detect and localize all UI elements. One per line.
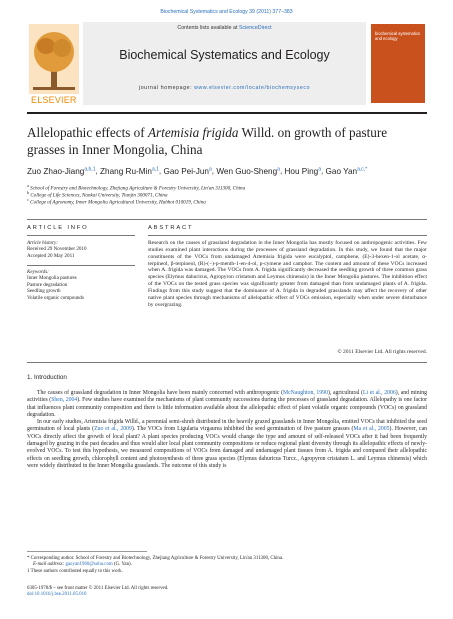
keyword: Pasture degradation bbox=[27, 281, 68, 288]
paragraph: In our early studies, Artemisia frigida Willd., a perennial semi-shrub distributed in the heavily grazed grasslands in Inner Mongolia, emitted VOCs that inhibited the seed germination of local plants (Zuo et al., 2009). The VOCs from Ligularia virgaurea inhibited the seed germination of five pasture grasses (Ma et al., 2005). However, can VOCs directly affect the growth of local plant? A plant species producing VOCs would change the type and amount of self-released VOCs after it had been frequently damaged by grazing in the past decades and thus would alter local plant community compositions or reduce regional plant diversity through its allelopathic effects of newly-evolved VOCs. To test this hypothesis, we measured compositions of VOCs from damaged and undamaged plant tissues from A. frigida and compared their allelopathic effects on seedling growth, chlorophyll content and photosynthesis of three grass species (Elymus dahuricus Turcz., Agropyron cristatum L. and Leymus chinensis) which were widely distributed in the Inner Mongolia grasslands. The outcome of this study is bbox=[27, 419, 428, 469]
abstract-text: Research on the causes of grassland degradation in the Inner Mongolia has mostly focused on anthropogenic activities. Few studies examined plant interactions during the processes of grassland degradation. In this study, we found that the major constituents of the VOCs from undamaged Artemisia frigida were eucalyptol, camphene, (E)-3-hexen-1-ol acetate, α-terpineol, β-terpineol, (R)-(−)-p-menth-1-en-4-ol, p-cymene and camphor. The content and amount of these VOCs increased when A. frigida was damaged. The VOCs from A. frigida significantly decreased the seedling growth of three common grass species (Elymus dahuricus, Agropyron cristatum and Leymus chinensis) in the Inner Mongolia pastures. The inhibition effect of the VOCs on the tested grass species was significantly greater from damaged than from undamaged plants of A. frigida. Findings from this study suggest that the dominance of A. frigida in degraded grasslands may affect the recovery of other native plant species through mechanisms of allelopathic effect of VOCs emission, especially when under severe disturbance by overgrazing. bbox=[148, 240, 427, 308]
citation-link[interactable]: Li et al., 2006 bbox=[363, 390, 396, 396]
footnote-corresponding: * Corresponding author. School of Forestry and Biotechnology, Zhejiang Agriculture & Forestry University, Lin'an 311300, China. bbox=[27, 556, 284, 561]
affiliation-b: $^b$ College of Life Sciences, Nankai University, Tianjin 300071, China bbox=[27, 190, 168, 199]
author[interactable]: Zhang Ru-Min$^{a,1}$ bbox=[100, 166, 159, 176]
keyword: Inner Mongolia pastures bbox=[27, 275, 77, 282]
header-divider bbox=[27, 112, 427, 114]
citation-link[interactable]: Shen, 2004 bbox=[51, 397, 78, 404]
abstract-heading: ABSTRACT bbox=[148, 225, 194, 231]
received-date: Received 29 November 2010 bbox=[27, 246, 87, 253]
keyword: Volatile organic compounds bbox=[27, 294, 84, 301]
title-part-1: Allelopathic effects of bbox=[27, 125, 148, 140]
introduction-body bbox=[27, 390, 427, 470]
front-matter bbox=[27, 586, 168, 598]
elsevier-tree-logo bbox=[29, 24, 79, 104]
affiliation-a: $^a$ School of Forestry and Biotechnology, Zhejiang Agriculture & Forestry University, Lin'an 311300, China bbox=[27, 183, 246, 192]
journal-homepage bbox=[83, 85, 366, 91]
keyword: Seedling growth bbox=[27, 288, 61, 295]
abstract-copyright: © 2011 Elsevier Ltd. All rights reserved. bbox=[337, 349, 427, 355]
keywords-label: Keywords: bbox=[27, 269, 49, 275]
doi-link[interactable]: doi:10.1016/j.bse.2011.05.010 bbox=[27, 592, 87, 598]
footnote-rule bbox=[27, 551, 147, 552]
citation-link[interactable]: Zuo et al., 2009 bbox=[94, 426, 132, 433]
journal-header-panel bbox=[83, 22, 366, 105]
author[interactable]: Gao Pei-Jun$^a$ bbox=[163, 166, 212, 176]
keywords bbox=[27, 269, 135, 301]
contents-prefix: Contents lists available at bbox=[177, 25, 238, 31]
author[interactable]: Gao Yan$^{a,c,*}$ bbox=[325, 166, 368, 176]
contents-line bbox=[83, 25, 366, 31]
article-title bbox=[27, 125, 427, 158]
article-history bbox=[27, 240, 135, 259]
affiliation-c: $^c$ College of Agronomy, Inner Mongolia Agricultural University, Huhhot 010019, China bbox=[27, 197, 206, 206]
body-divider bbox=[27, 362, 427, 363]
section-heading-introduction: 1. Introduction bbox=[27, 374, 67, 381]
email-link[interactable]: gaoyan1960@sohu.com bbox=[65, 562, 113, 567]
title-species: Artemisia frigida bbox=[147, 125, 239, 140]
author[interactable]: Zuo Zhao-Jiang$^{a,b,1}$ bbox=[27, 166, 96, 176]
abstract-rule bbox=[148, 235, 427, 236]
accepted-date: Accepted 20 May 2011 bbox=[27, 252, 75, 259]
article-info-heading: ARTICLE INFO bbox=[27, 225, 89, 231]
author[interactable]: Hou Ping$^a$ bbox=[284, 166, 321, 176]
keywords-rule bbox=[27, 265, 135, 266]
paragraph: The causes of grassland degradation in Inner Mongolia have been mainly concerned with anthropogenic (McNaughton, 1990), agricultural (Li et al., 2006), and mining activities (Shen, 2004). Few studies have examined the mechanisms of plant community successions during the processes of grassland degradation. Allelopathy is one factor that influences plant community composition and there is little information available about the allelopathic effect of plant volatile organic compounds (VOCs) on grassland degradation. bbox=[27, 390, 428, 418]
article-info-rule bbox=[27, 235, 135, 236]
footnote-equal-contribution: 1 These authors contributed equally to this work. bbox=[27, 569, 123, 574]
journal-reference: Biochemical Systematics and Ecology 39 (2011) 377–383 bbox=[160, 9, 293, 15]
journal-title: Biochemical Systematics and Ecology bbox=[119, 48, 330, 62]
meta-divider bbox=[27, 219, 427, 220]
citation-link[interactable]: McNaughton, 1990 bbox=[283, 390, 328, 396]
author-list: Zuo Zhao-Jiang$^{a,b,1}$, Zhang Ru-Min$^{a,1}$, Gao Pei-Jun$^a$, Wen Guo-Sheng$^a$, Hou Ping$^a$, Gao Yan$^{a,c,*}$ bbox=[27, 166, 368, 176]
publisher-logo-text: ELSEVIER bbox=[31, 95, 77, 105]
homepage-link[interactable]: www.elsevier.com/locate/biochemsyseco bbox=[194, 85, 311, 91]
sciencedirect-link[interactable]: ScienceDirect bbox=[238, 25, 272, 31]
author[interactable]: Wen Guo-Sheng$^a$ bbox=[216, 166, 280, 176]
citation-link[interactable]: Ma et al., 2005 bbox=[353, 426, 390, 433]
homepage-prefix: journal homepage: bbox=[138, 85, 195, 91]
footnote-email: E-mail address: gaoyan1960@sohu.com (G. Yan). bbox=[33, 562, 132, 567]
history-label: Article history: bbox=[27, 240, 58, 246]
cover-text: biochemical systematics and ecology bbox=[375, 31, 421, 41]
issn-line: 0305-1978/$ – see front matter © 2011 Elsevier Ltd. All rights reserved. bbox=[27, 586, 169, 591]
title-part-2: Willd. on growth of pasture grasses in Inner Mongolia, China bbox=[27, 125, 388, 157]
